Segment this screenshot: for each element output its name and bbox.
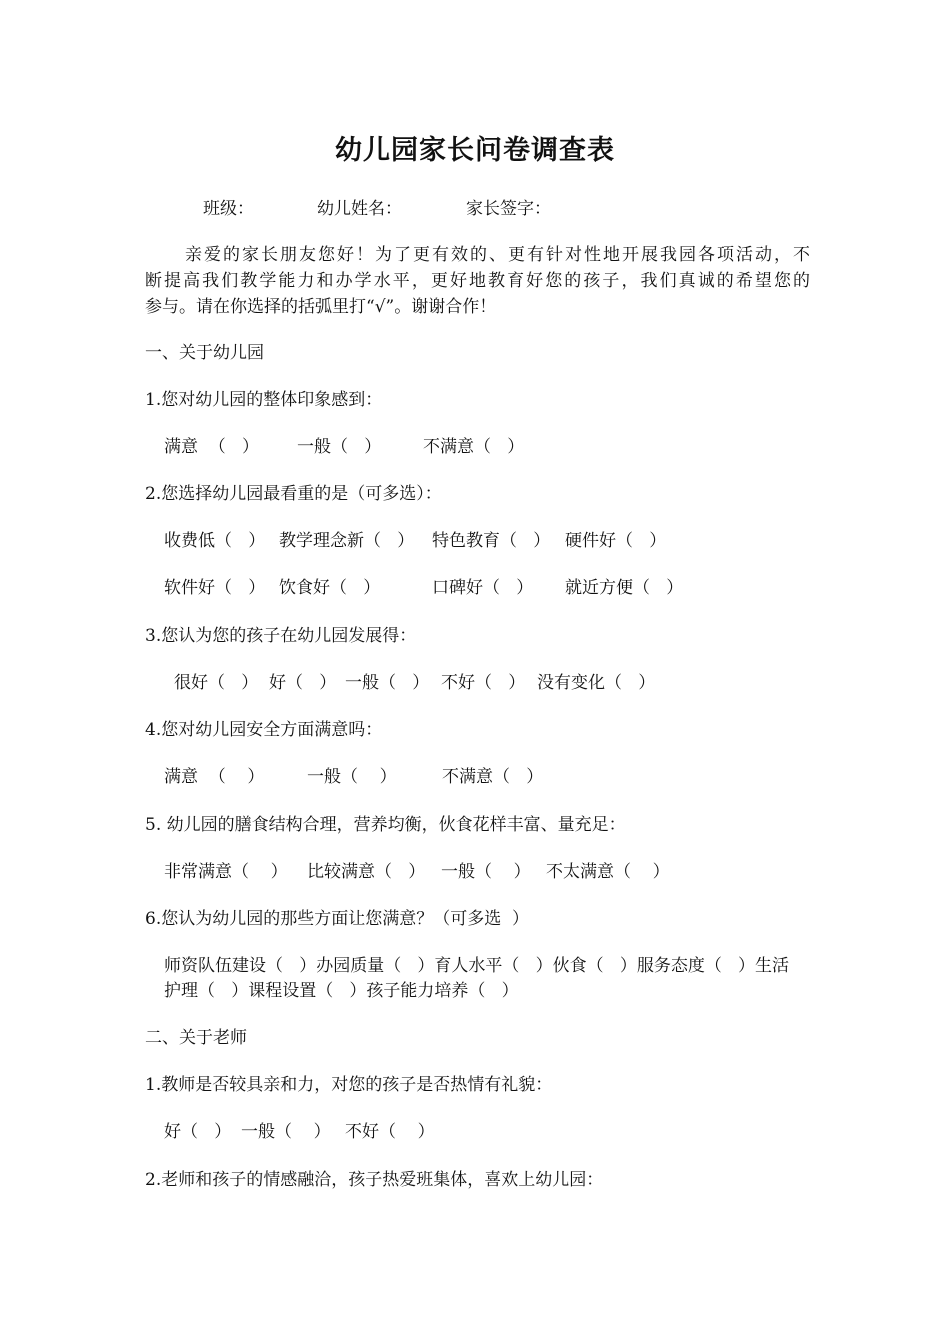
option: 饮食好（ ） <box>279 578 381 598</box>
question-text: 1.您对幼儿园的整体印象感到： <box>145 390 383 410</box>
intro-line: 亲爱的家长朋友您好！为了更有效的、更有针对性地开展我园各项活动，不 <box>185 245 810 265</box>
option: 特色教育（ ） <box>432 531 551 551</box>
section-heading: 二、关于老师 <box>145 1028 247 1048</box>
option: 不好（ ） <box>345 1122 435 1142</box>
class-label: 班级： <box>203 199 254 219</box>
question-text: 2.老师和孩子的情感融洽，孩子热爱班集体，喜欢上幼儿园： <box>145 1170 604 1190</box>
option: 硬件好（ ） <box>565 531 667 551</box>
option: 非常满意（ ） <box>164 862 288 882</box>
option: 好（ ） <box>164 1122 232 1142</box>
option: 就近方便（ ） <box>565 578 684 598</box>
section-heading: 一、关于幼儿园 <box>145 343 264 363</box>
question-text: 6.您认为幼儿园的那些方面让您满意？（可多选 ） <box>145 909 530 929</box>
option: 满意 （ ） <box>164 437 260 457</box>
option-line: 师资队伍建设（ ）办园质量（ ）育人水平（ ）伙食（ ）服务态度（ ）生活 <box>164 956 790 976</box>
question-text: 4.您对幼儿园安全方面满意吗： <box>145 720 383 740</box>
option: 收费低（ ） <box>164 531 266 551</box>
option: 软件好（ ） <box>164 578 266 598</box>
intro-paragraph <box>145 242 810 320</box>
question-text: 5. 幼儿园的膳食结构合理，营养均衡，伙食花样丰富、量充足： <box>145 815 626 835</box>
option: 口碑好（ ） <box>432 578 534 598</box>
option-line: 护理（ ）课程设置（ ）孩子能力培养（ ） <box>164 981 519 1001</box>
option: 很好（ ） <box>174 673 259 693</box>
option: 一般（ ） <box>441 862 531 882</box>
option: 一般（ ） <box>241 1122 331 1142</box>
option: 好（ ） <box>269 673 337 693</box>
parent-signature-label: 家长签字： <box>466 199 551 219</box>
question-text: 3.您认为您的孩子在幼儿园发展得： <box>145 626 417 646</box>
option: 没有变化（ ） <box>537 673 656 693</box>
option: 不满意（ ） <box>442 767 544 787</box>
question-text: 2.您选择幼儿园最看重的是（可多选）： <box>145 484 442 504</box>
intro-line: 参与。请在你选择的括弧里打“√”。谢谢合作！ <box>145 297 497 317</box>
option: 教学理念新（ ） <box>279 531 415 551</box>
question-text: 1.教师是否较具亲和力，对您的孩子是否热情有礼貌： <box>145 1075 553 1095</box>
option: 一般（ ） <box>307 767 397 787</box>
option: 不满意（ ） <box>423 437 525 457</box>
option: 比较满意（ ） <box>307 862 426 882</box>
intro-line: 断提高我们教学能力和办学水平，更好地教育好您的孩子，我们真诚的希望您的 <box>145 271 810 291</box>
option: 一般（ ） <box>345 673 430 693</box>
option: 一般（ ） <box>297 437 382 457</box>
child-name-label: 幼儿姓名： <box>317 199 402 219</box>
option: 不好（ ） <box>441 673 526 693</box>
option: 不太满意（ ） <box>546 862 670 882</box>
page-title: 幼儿园家长问卷调查表 <box>335 135 615 166</box>
option: 满意 （ ） <box>164 767 265 787</box>
